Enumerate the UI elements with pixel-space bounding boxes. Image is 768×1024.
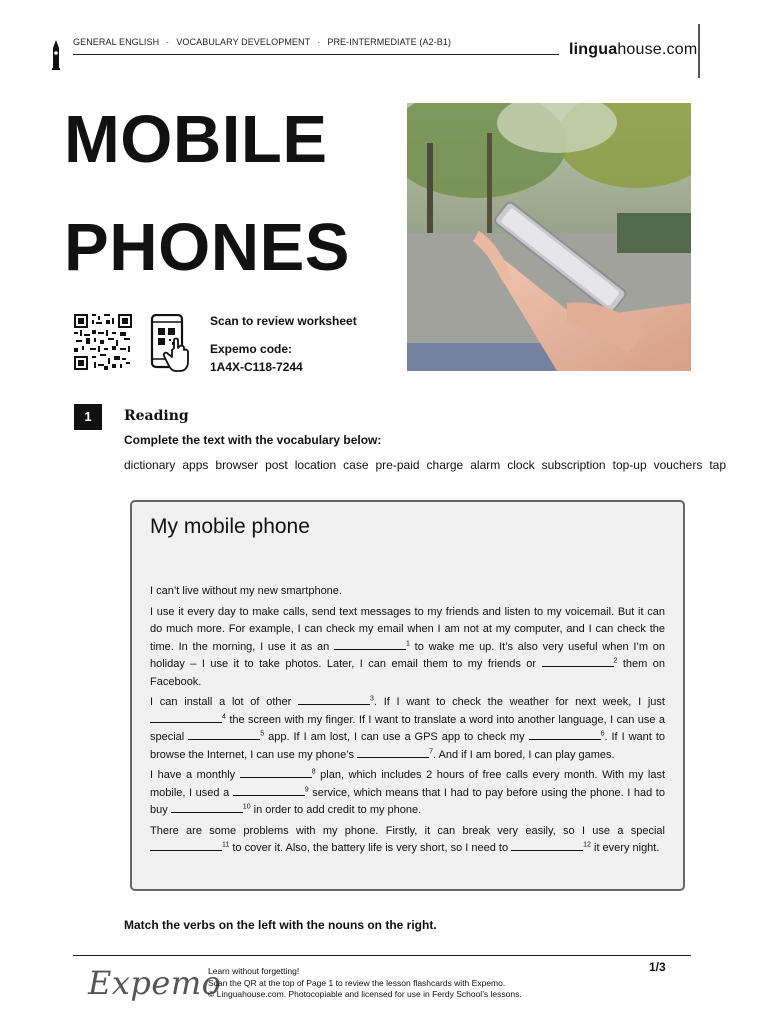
page-number: 1/3 [649,960,666,974]
scan-instruction: Scan to review worksheet [210,314,357,328]
reading-paragraph [150,694,665,764]
vocabulary-list [124,456,726,475]
reading-text: app. If I am lost, I can use a GPS app to check my [264,731,529,743]
vocabulary-word: alarm clock [470,458,535,472]
reading-text: the screen with my finger. If I want to translate a word into another language, I can use a special [150,713,665,743]
brand-logo[interactable] [569,41,697,59]
phone-scan-icon [150,314,192,372]
reading-text: service, which means that I had to pay before using the phone. I had to buy [150,786,665,816]
vocabulary-word: subscription [541,458,606,472]
footer-divider [73,955,691,956]
answer-gap[interactable] [298,694,370,705]
breadcrumb-item: VOCABULARY DEVELOPMENT [176,37,311,47]
breadcrumb-separator: · [317,37,321,47]
breadcrumb-item: GENERAL ENGLISH [73,37,160,47]
gap-number: 3 [370,695,374,703]
reading-title: My mobile phone [150,515,310,538]
footer-line: Learn without forgetting! [208,966,300,976]
header-divider [73,54,559,55]
answer-gap[interactable] [150,840,222,851]
brand-bold: lingua [569,41,618,58]
footer-note [208,966,522,1001]
reading-text: to wake me up. It’s also very useful when I’m on holiday – I use it to take photos. Later, I can email them to my friends or [150,640,665,670]
qr-code[interactable] [74,314,132,370]
reading-text: plan, which includes 2 hours of free calls every month. With my last mobile, I used a [150,769,665,799]
reading-paragraph [150,583,665,601]
match-instruction: Match the verbs on the left with the nouns on the right. [124,918,437,932]
reading-paragraph [150,823,665,858]
reading-text: I can install a lot of other [150,696,298,708]
vocabulary-word: location [294,458,337,472]
answer-gap[interactable] [357,747,429,758]
vocabulary-word: pre-paid [375,458,420,472]
expemo-logo: Expemo [88,964,222,1002]
title-line: PHONES [64,210,350,285]
gap-number: 4 [222,712,226,720]
answer-gap[interactable] [233,785,305,796]
section-number: 1 [74,404,102,430]
reading-text: There are some problems with my phone. Firstly, it can break very easily, so I use a special [150,824,665,837]
answer-gap[interactable] [188,729,260,740]
reading-body [150,583,665,861]
reading-text: to cover it. Also, the battery life is very short, so I need to [229,842,512,854]
gap-number: 8 [311,768,316,776]
section-title: Reading [124,408,189,424]
breadcrumb [73,37,451,47]
footer-line: Scan the QR at the top of Page 1 to review the lesson flashcards with Expemo. [208,977,506,988]
answer-gap[interactable] [542,656,614,667]
gap-number: 2 [613,657,618,665]
answer-gap[interactable] [240,767,312,778]
answer-gap[interactable] [529,729,601,740]
exercise-instruction: Complete the text with the vocabulary below: [124,433,382,447]
answer-gap[interactable] [511,840,583,851]
breadcrumb-separator: · [166,37,170,47]
reading-text: I can’t live without my new smartphone. [150,585,342,597]
vocabulary-word: case [343,458,369,472]
gap-number: 7 [429,747,433,755]
gap-number: 6 [600,730,605,738]
hand-holding-phone-photo [407,103,691,371]
vocabulary-word: apps [182,458,209,472]
reading-text: I have a monthly [150,769,240,781]
reading-text: . And if I am bored, I can play games. [433,748,615,761]
reading-text: in order to add credit to my phone. [250,804,422,816]
answer-gap[interactable] [150,712,222,723]
vocabulary-word: tap [709,458,727,472]
brand-rest: house.com [617,41,698,58]
reading-text: I use it every day to make calls, send text messages to my friends and listen to my voicemail. But it can do much more. For example, I can check my email when I am not at my computer, and I can check the time. In the morning, I use it as an [150,605,665,653]
gap-number: 9 [304,785,309,793]
page-title [64,86,394,302]
footer-line: © Linguahouse.com. Photocopiable and licensed for use in Ferdy School’s lessons. [208,989,522,999]
answer-gap[interactable] [334,639,406,650]
gap-number: 10 [242,803,251,811]
answer-gap[interactable] [171,802,243,813]
big-ben-icon [50,40,62,70]
reading-text: it every night. [590,842,660,854]
gap-number: 12 [583,841,591,849]
gap-number: 11 [222,841,230,849]
reading-text: . If I want to browse the Internet, I can use my phone’s [150,731,665,761]
vocabulary-word: dictionary [124,458,176,472]
expemo-code-label: Expemo code: [210,342,293,356]
expemo-code-value: 1A4X-C118-7244 [210,360,303,374]
breadcrumb-item: PRE-INTERMEDIATE (A2-B1) [327,37,452,47]
title-line: MOBILE [64,102,328,177]
vocabulary-word: top-up vouchers [612,458,703,472]
gap-number: 5 [260,730,265,738]
vocabulary-word: charge [426,458,464,472]
reading-paragraph [150,604,665,692]
vocabulary-word: browser [215,458,259,472]
vocabulary-word: post [265,458,288,472]
brand-divider [698,24,700,78]
gap-number: 1 [406,639,410,647]
reading-paragraph [150,767,665,820]
reading-text: . If I want to check the weather for next week, I just [373,696,665,708]
reading-text: them on Facebook. [150,658,665,688]
